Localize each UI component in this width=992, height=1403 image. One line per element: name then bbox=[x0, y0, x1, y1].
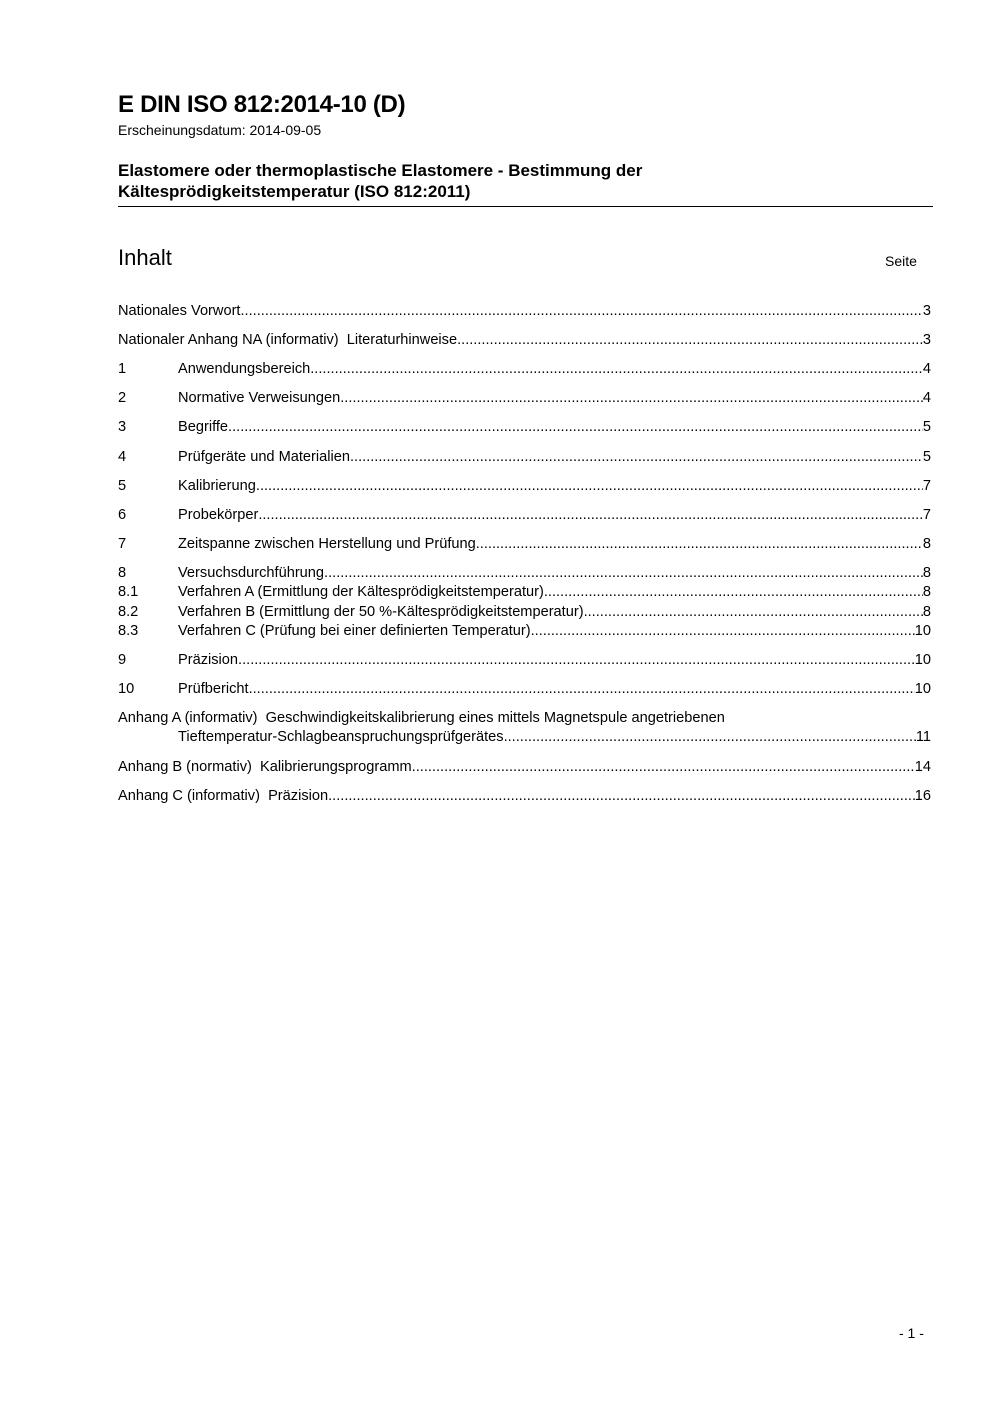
toc-entry-number: 8.2 bbox=[118, 604, 139, 620]
toc-entry-body bbox=[178, 728, 931, 746]
toc-entry-title bbox=[178, 728, 504, 746]
toc-entry[interactable] bbox=[118, 709, 931, 727]
toc-entry[interactable] bbox=[118, 564, 931, 582]
toc-entry-prefix: Nationaler Anhang NA bbox=[118, 332, 262, 348]
toc-entry-number: 8.3 bbox=[118, 623, 139, 639]
toc-entry-page: 16 bbox=[914, 788, 931, 804]
toc-entry-body bbox=[178, 477, 931, 495]
toc-entry-title bbox=[178, 535, 476, 553]
document-title-line-2: Kältesprödigkeitstemperatur (ISO 812:2011) bbox=[118, 182, 471, 201]
toc-entry-text: Prüfbericht bbox=[178, 681, 249, 697]
toc-entry-number: 5 bbox=[118, 478, 127, 494]
toc-entry[interactable] bbox=[118, 680, 931, 698]
toc-leader-dots bbox=[256, 477, 923, 495]
toc-entry-page: 10 bbox=[914, 652, 931, 668]
toc-entry-page: 11 bbox=[915, 729, 931, 745]
toc-entry-page: 8 bbox=[922, 536, 931, 552]
toc-entry-body bbox=[178, 622, 931, 640]
toc-entry-number: 4 bbox=[118, 449, 127, 465]
toc-leader-dots bbox=[531, 622, 915, 640]
toc-entry-title bbox=[178, 506, 258, 524]
toc-entry[interactable] bbox=[118, 603, 931, 621]
toc-leader-dots bbox=[249, 680, 915, 698]
toc-leader-dots bbox=[310, 360, 923, 378]
toc-entry-title bbox=[118, 302, 241, 320]
toc-entry[interactable] bbox=[118, 360, 931, 378]
toc-entry-body bbox=[178, 418, 931, 436]
toc-entry-title bbox=[118, 787, 328, 805]
toc-entry-qualifier: (informativ) bbox=[265, 332, 339, 348]
toc-entry-title bbox=[178, 448, 350, 466]
toc-entry-text: Tieftemperatur-Schlagbeanspruchungsprüfgerätes bbox=[178, 729, 504, 745]
toc-entry[interactable] bbox=[118, 506, 931, 524]
toc-entry-title bbox=[118, 331, 457, 349]
toc-leader-dots bbox=[324, 564, 923, 582]
toc-entry-body bbox=[178, 389, 931, 407]
toc-entry-text: Kalibrierung bbox=[178, 478, 256, 494]
toc-entry-number: 8.1 bbox=[118, 584, 139, 600]
toc-entry[interactable] bbox=[118, 622, 931, 640]
toc-entry-body bbox=[178, 360, 931, 378]
toc-entry-page: 7 bbox=[922, 478, 931, 494]
toc-entry-qualifier: (informativ) bbox=[186, 788, 260, 804]
toc-entry-text: Präzision bbox=[178, 652, 239, 668]
toc-entry-page: 4 bbox=[922, 390, 931, 406]
toc-entry-body bbox=[178, 583, 931, 601]
toc-entry-title bbox=[178, 389, 340, 407]
toc-entry-qualifier: (informativ) bbox=[184, 710, 258, 726]
toc-entry-number: 8 bbox=[118, 565, 127, 581]
toc-entry-body bbox=[118, 302, 931, 320]
toc-entry[interactable] bbox=[118, 787, 931, 805]
toc-entry-title bbox=[178, 680, 249, 698]
toc-leader-dots bbox=[228, 418, 923, 436]
toc-entry-body bbox=[118, 787, 931, 805]
toc-leader-dots bbox=[328, 787, 915, 805]
toc-entry-title bbox=[178, 651, 238, 669]
toc-leader-dots bbox=[544, 583, 923, 601]
toc-entry-page: 14 bbox=[914, 759, 931, 775]
publication-date: Erscheinungsdatum: 2014-09-05 bbox=[118, 122, 322, 138]
toc-entry-page: 8 bbox=[922, 565, 931, 581]
toc-leader-dots bbox=[584, 603, 923, 621]
toc-entry-title bbox=[178, 477, 256, 495]
toc-leader-dots bbox=[340, 389, 923, 407]
toc-leader-dots bbox=[457, 331, 923, 349]
toc-entry-text: Zeitspanne zwischen Herstellung und Prüfung bbox=[178, 536, 476, 552]
toc-entry-page: 8 bbox=[922, 604, 931, 620]
toc-entry-page: 3 bbox=[922, 332, 931, 348]
toc-entry-title bbox=[118, 758, 412, 776]
toc-entry-text: Probekörper bbox=[178, 507, 259, 523]
toc-entry-text: Anwendungsbereich bbox=[178, 361, 311, 377]
toc-entry-text: Literaturhinweise bbox=[346, 332, 458, 348]
toc-entry-number: 9 bbox=[118, 652, 127, 668]
toc-entry-body bbox=[118, 709, 931, 727]
toc-entry-number: 3 bbox=[118, 419, 127, 435]
page-number: - 1 - bbox=[899, 1325, 924, 1341]
toc-entry-page: 4 bbox=[922, 361, 931, 377]
toc-entry-text: Versuchsdurchführung bbox=[178, 565, 325, 581]
document-title-line-1: Elastomere oder thermoplastische Elastomere - Bestimmung der bbox=[118, 161, 643, 180]
toc-entry-body bbox=[178, 564, 931, 582]
toc-entry-text: Verfahren A (Ermittlung der Kältesprödigkeitstemperatur) bbox=[178, 584, 544, 600]
toc-entry-text: Prüfgeräte und Materialien bbox=[178, 449, 350, 465]
toc-page-column-label: Seite bbox=[885, 253, 917, 269]
toc-entry-page: 3 bbox=[922, 303, 931, 319]
toc-entry[interactable] bbox=[118, 389, 931, 407]
toc-entry[interactable] bbox=[118, 758, 931, 776]
toc-leader-dots bbox=[350, 448, 923, 466]
toc-entry-body bbox=[178, 603, 931, 621]
toc-entry-text: Verfahren B (Ermittlung der 50 %-Kältesprödigkeitstemperatur) bbox=[178, 604, 584, 620]
toc-entry[interactable] bbox=[118, 331, 931, 349]
toc-entry-body bbox=[178, 651, 931, 669]
toc-entry-number: 10 bbox=[118, 681, 135, 697]
toc-entry-number: 2 bbox=[118, 390, 127, 406]
toc-entry-page: 7 bbox=[922, 507, 931, 523]
toc-entry-prefix: Anhang A bbox=[118, 710, 181, 726]
toc-entry-title bbox=[178, 622, 531, 640]
toc-entry-body bbox=[118, 331, 931, 349]
document-id: E DIN ISO 812:2014-10 (D) bbox=[118, 91, 406, 118]
toc-leader-dots bbox=[258, 506, 923, 524]
toc-entry-text: Begriffe bbox=[178, 419, 229, 435]
toc-leader-dots bbox=[238, 651, 915, 669]
toc-entry-body bbox=[178, 506, 931, 524]
toc-leader-dots bbox=[504, 728, 916, 746]
title-divider bbox=[118, 206, 933, 207]
toc-entry[interactable] bbox=[118, 448, 931, 466]
document-title bbox=[118, 160, 933, 202]
toc-leader-dots bbox=[476, 535, 923, 553]
toc-entry-number: 7 bbox=[118, 536, 127, 552]
toc-entry[interactable] bbox=[118, 728, 931, 746]
toc-entry[interactable] bbox=[118, 302, 931, 320]
toc-entry-body bbox=[178, 680, 931, 698]
toc-entry-page: 5 bbox=[922, 419, 931, 435]
toc-entry-page: 8 bbox=[922, 584, 931, 600]
toc-entry-text: Kalibrierungsprogramm bbox=[259, 759, 412, 775]
toc-leader-dots bbox=[241, 302, 923, 320]
toc-entry-text: Präzision bbox=[268, 788, 329, 804]
toc-entry[interactable] bbox=[118, 477, 931, 495]
toc-entry-qualifier: (normativ) bbox=[186, 759, 252, 775]
toc-entry-page: 10 bbox=[914, 623, 931, 639]
toc-entry-body bbox=[178, 535, 931, 553]
toc-entry-title bbox=[178, 583, 544, 601]
toc-entry-number: 6 bbox=[118, 507, 127, 523]
toc-entry-text: Geschwindigkeitskalibrierung eines mittels Magnetspule angetriebenen bbox=[265, 710, 725, 726]
toc-entry-body bbox=[118, 758, 931, 776]
toc-entry[interactable] bbox=[118, 418, 931, 436]
toc-entry[interactable] bbox=[118, 583, 931, 601]
toc-entry-title bbox=[178, 418, 228, 436]
toc-heading: Inhalt bbox=[118, 245, 172, 270]
toc-entry-number: 1 bbox=[118, 361, 127, 377]
toc-entry-text: Normative Verweisungen bbox=[178, 390, 341, 406]
toc-entry-title bbox=[178, 564, 324, 582]
toc-entry-page: 5 bbox=[922, 449, 931, 465]
toc-entry-prefix: Anhang C bbox=[118, 788, 183, 804]
toc-entry-prefix: Nationales Vorwort bbox=[118, 303, 241, 319]
toc-entry-title bbox=[118, 709, 725, 727]
toc-entry-title bbox=[178, 360, 310, 378]
toc-entry[interactable] bbox=[118, 651, 931, 669]
toc-entry-body bbox=[178, 448, 931, 466]
toc-entry-title bbox=[178, 603, 584, 621]
toc-entry-page: 10 bbox=[914, 681, 931, 697]
toc-entry[interactable] bbox=[118, 535, 931, 553]
toc-entry-prefix: Anhang B bbox=[118, 759, 183, 775]
toc-leader-dots bbox=[412, 758, 915, 776]
toc-entry-text: Verfahren C (Prüfung bei einer definierten Temperatur) bbox=[178, 623, 531, 639]
